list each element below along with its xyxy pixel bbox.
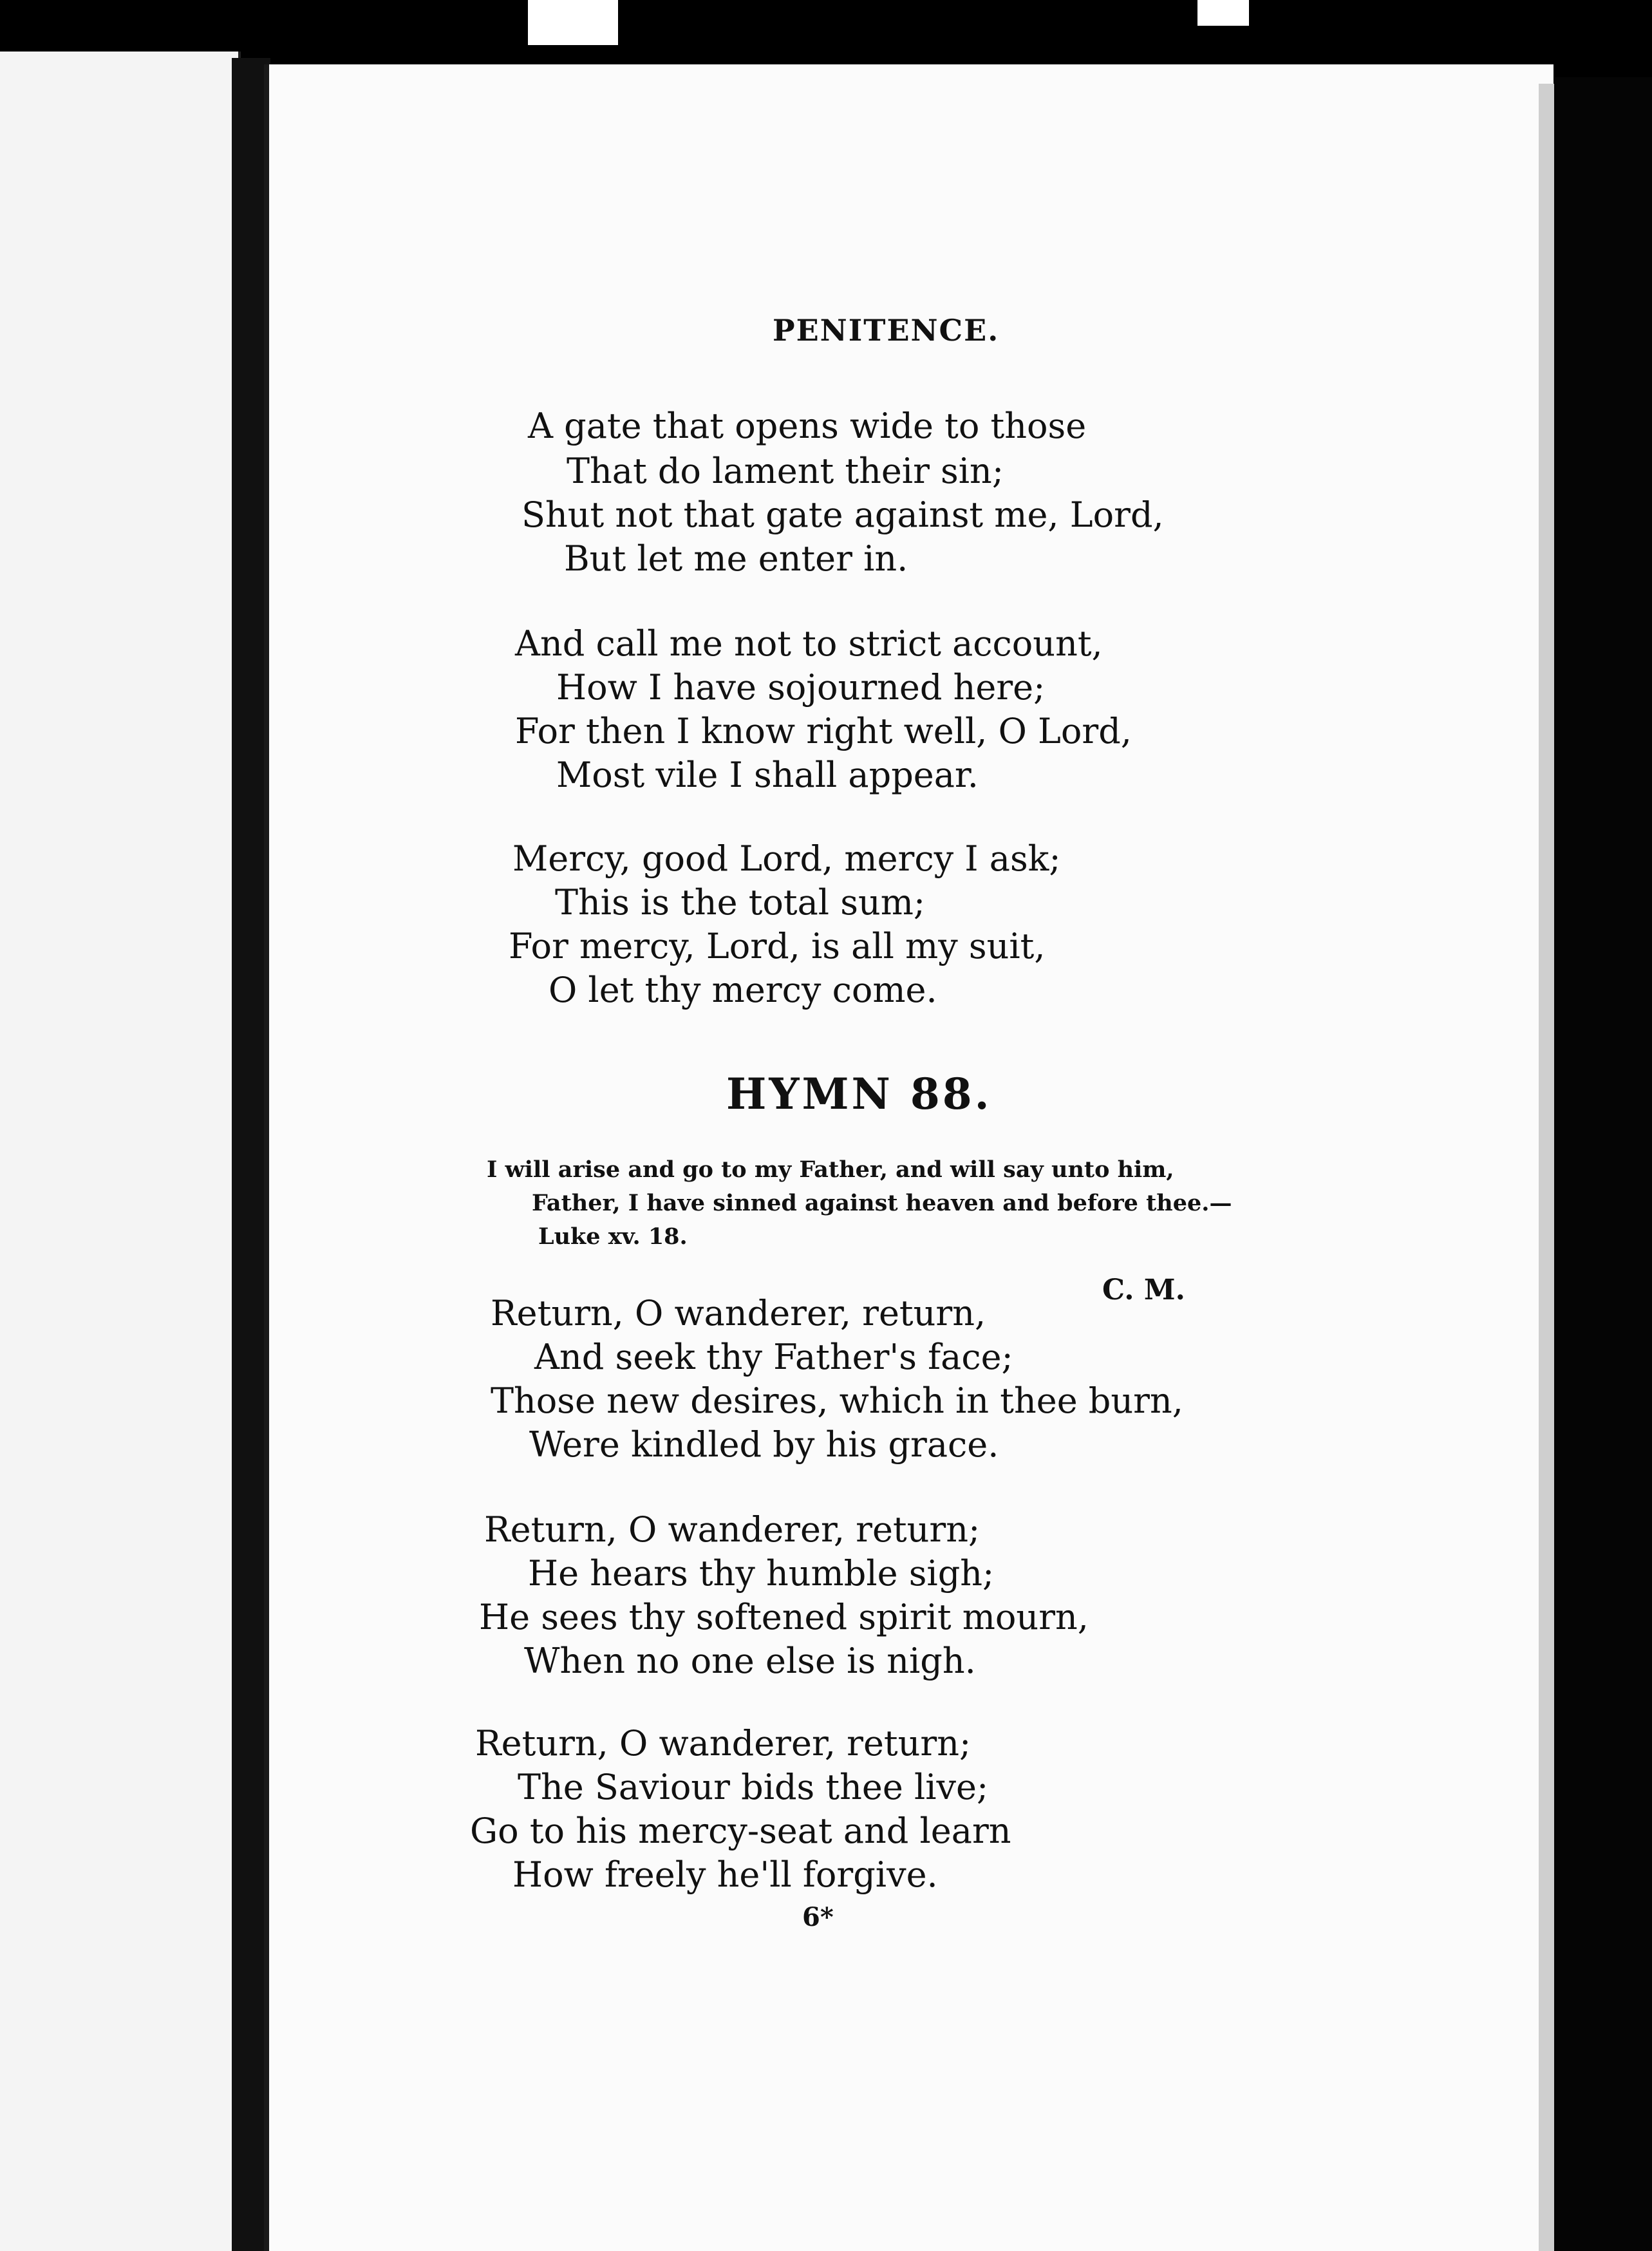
verse-line: When no one else is nigh. — [524, 1641, 976, 1681]
verse-line: Return, O wanderer, return, — [491, 1293, 986, 1333]
verse-line: He hears thy humble sigh; — [528, 1553, 995, 1594]
epigraph-line: I will arise and go to my Father, and will say unto him, — [487, 1156, 1174, 1183]
verse-line: Were kindled by his grace. — [529, 1424, 999, 1465]
verse-line: A gate that opens wide to those — [528, 406, 1087, 446]
signature-mark: 6* — [802, 1902, 834, 1932]
verse-line: O let thy mercy come. — [549, 970, 937, 1010]
verse-line: Most vile I shall appear. — [556, 755, 979, 795]
epigraph-line: Father, I have sinned against heaven and before thee.— — [532, 1190, 1232, 1216]
running-head: PENITENCE. — [773, 313, 1000, 348]
verse-line: Shut not that gate against me, Lord, — [521, 494, 1164, 535]
verse-line: Those new desires, which in thee burn, — [491, 1380, 1183, 1421]
verse-line: The Saviour bids thee live; — [518, 1767, 989, 1807]
meter-label: C. M. — [1102, 1274, 1185, 1306]
verse-line: This is the total sum; — [555, 882, 926, 923]
verse-line: How I have sojourned here; — [556, 667, 1046, 708]
previous-leaf — [0, 52, 241, 2251]
epigraph-line: Luke xv. 18. — [538, 1223, 688, 1250]
verse-line: But let me enter in. — [564, 538, 908, 579]
verse-line: Return, O wanderer, return; — [475, 1723, 971, 1764]
verse-line: For mercy, Lord, is all my suit, — [509, 926, 1046, 966]
scan-border — [1554, 77, 1652, 2251]
verse-line: He sees thy softened spirit mourn, — [479, 1597, 1089, 1637]
verse-line: And call me not to strict account, — [515, 623, 1103, 664]
verse-line: Go to his mercy-seat and learn — [470, 1811, 1011, 1851]
scan-speck — [528, 0, 618, 45]
verse-line: Return, O wanderer, return; — [484, 1509, 981, 1550]
scan-speck — [1197, 0, 1249, 26]
verse-line: How freely he'll forgive. — [512, 1854, 938, 1895]
hymn-number: HYMN 88. — [726, 1069, 992, 1119]
verse-line: And seek thy Father's face; — [534, 1337, 1013, 1377]
verse-line: That do lament their sin; — [567, 451, 1004, 491]
page-edge — [1539, 84, 1554, 2251]
verse-line: For then I know right well, O Lord, — [515, 711, 1132, 751]
verse-line: Mercy, good Lord, mercy I ask; — [512, 838, 1061, 879]
